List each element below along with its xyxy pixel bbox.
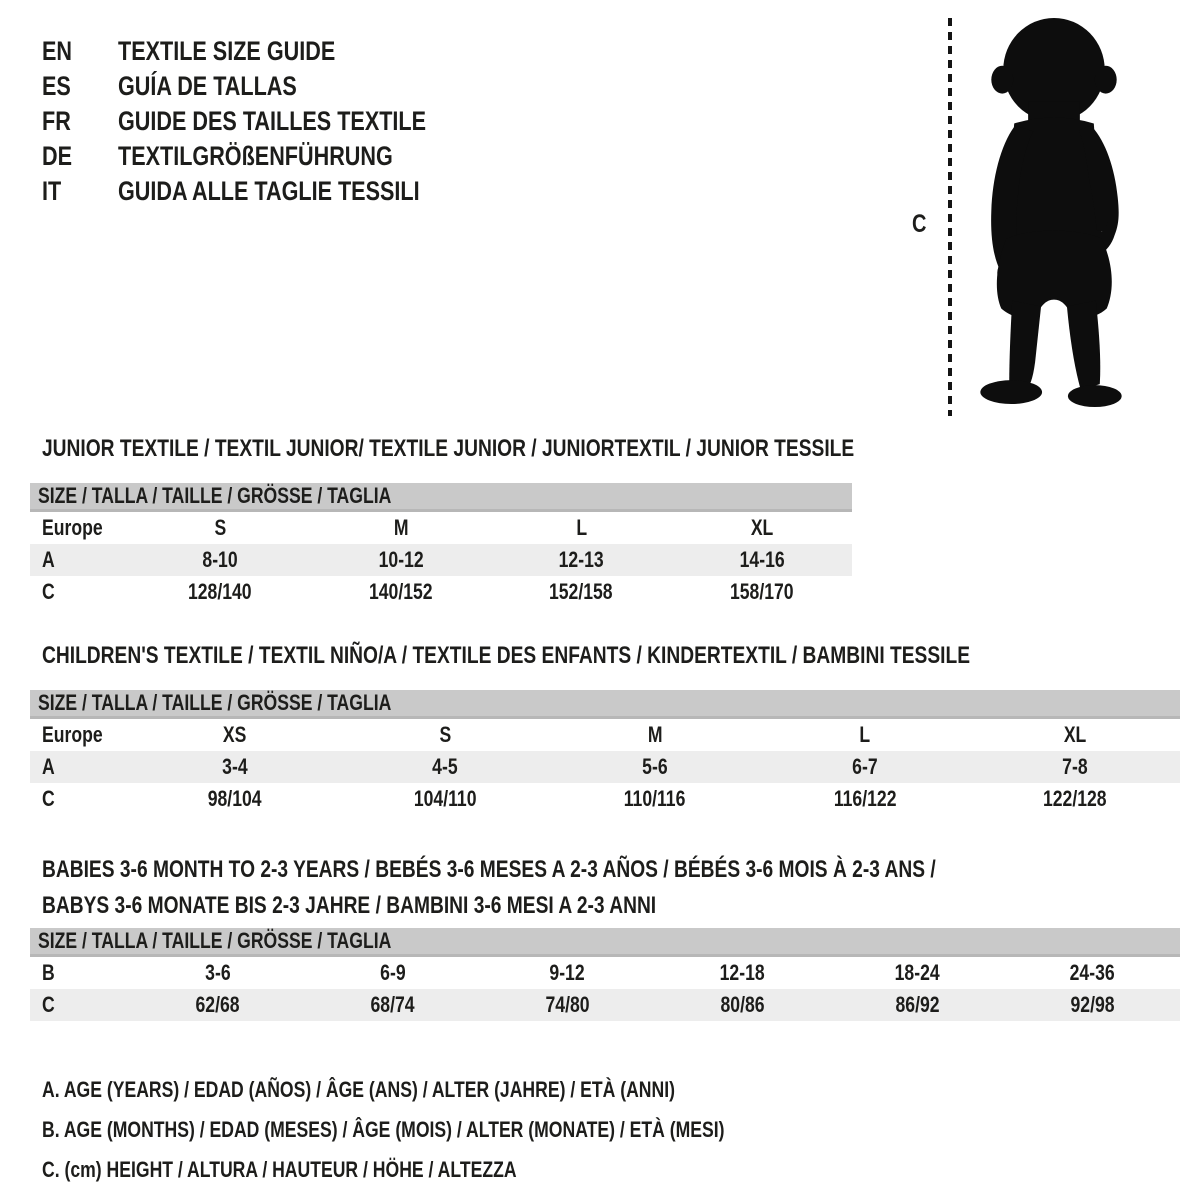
size-value-cell: L <box>859 722 871 747</box>
size-value-cell: 86/92 <box>895 992 940 1017</box>
legend-line-a: A. AGE (YEARS) / EDAD (AÑOS) / ÂGE (ANS) / ALTER (JAHRE) / ETÀ (ANNI) <box>42 1077 675 1102</box>
size-value-cell: 18-24 <box>894 960 941 985</box>
row-label-cell: C <box>42 579 55 604</box>
babies-size-table <box>30 928 1180 1021</box>
size-value-cell: 9-12 <box>549 960 586 985</box>
measure-label-c: C <box>912 210 927 238</box>
table-row-age-years <box>30 544 852 576</box>
row-label-cell: Europe <box>42 722 103 747</box>
language-row <box>42 104 503 139</box>
language-code: ES <box>42 71 71 101</box>
size-value-cell: 12-13 <box>558 547 604 572</box>
language-code: FR <box>42 106 71 136</box>
size-value-cell: 62/68 <box>195 992 240 1017</box>
legend-line-b: B. AGE (MONTHS) / EDAD (MESES) / ÂGE (MOIS) / ALTER (MONATE) / ETÀ (MESI) <box>42 1117 725 1142</box>
table-row-europe <box>30 719 1180 751</box>
size-value-cell: L <box>575 515 587 540</box>
size-value-cell: 10-12 <box>378 547 424 572</box>
size-value-cell: 7-8 <box>1062 754 1088 779</box>
language-row <box>42 139 503 174</box>
size-value-cell: 74/80 <box>545 992 590 1017</box>
junior-size-table <box>30 483 852 608</box>
size-value-cell: XS <box>223 722 247 747</box>
row-label-cell: A <box>42 547 55 572</box>
size-value-cell: M <box>647 722 663 747</box>
size-value-cell: XL <box>1063 722 1087 747</box>
language-code: IT <box>42 176 62 206</box>
table-row-height-cm <box>30 989 1180 1021</box>
size-value-cell: 128/140 <box>188 579 253 604</box>
size-value-cell: S <box>214 515 227 540</box>
size-value-cell: 140/152 <box>368 579 433 604</box>
table-row-height-cm <box>30 783 1180 815</box>
size-table-header: SIZE / TALLA / TAILLE / GRÖSSE / TAGLIA <box>30 483 852 512</box>
table-row-height-cm <box>30 576 852 608</box>
size-value-cell: S <box>439 722 451 747</box>
size-value-cell: XL <box>750 515 773 540</box>
size-value-cell: 158/170 <box>729 579 794 604</box>
children-size-table <box>30 690 1180 815</box>
size-table-header: SIZE / TALLA / TAILLE / GRÖSSE / TAGLIA <box>30 928 1180 957</box>
size-value-cell: 110/116 <box>624 786 686 811</box>
babies-section-title: BABIES 3-6 MONTH TO 2-3 YEARS / BEBÉS 3-6 MESES A 2-3 AÑOS / BÉBÉS 3-6 MOIS À 2-3 ANS / BABYS 3-6 MONATE BIS 2-3 JAHRE / BAMBINI 3-6 MESI A 2-3 ANNI <box>42 856 936 919</box>
size-value-cell: 80/86 <box>720 992 765 1017</box>
size-value-cell: 8-10 <box>202 547 238 572</box>
language-title-list <box>42 34 503 209</box>
size-value-cell: 3-6 <box>204 960 231 985</box>
size-value-cell: 98/104 <box>208 786 262 811</box>
toddler-silhouette-icon <box>966 16 1140 414</box>
row-label-cell: C <box>42 992 55 1017</box>
size-value-cell: 6-9 <box>379 960 406 985</box>
row-label-cell: A <box>42 754 55 779</box>
size-value-cell: 12-18 <box>719 960 766 985</box>
language-row <box>42 34 503 69</box>
language-row <box>42 69 503 104</box>
table-row-europe <box>30 512 852 544</box>
size-value-cell: 14-16 <box>739 547 785 572</box>
row-label-cell: B <box>42 960 55 985</box>
language-title: GUÍA DE TALLAS <box>118 71 297 101</box>
size-value-cell: 122/128 <box>1043 786 1107 811</box>
row-label-cell: Europe <box>42 515 103 540</box>
size-table-header: SIZE / TALLA / TAILLE / GRÖSSE / TAGLIA <box>30 690 1180 719</box>
language-code: DE <box>42 141 73 171</box>
size-value-cell: 92/98 <box>1070 992 1115 1017</box>
size-value-cell: 5-6 <box>642 754 668 779</box>
size-value-cell: 6-7 <box>852 754 878 779</box>
size-value-cell: 3-4 <box>222 754 248 779</box>
row-label-cell: C <box>42 786 55 811</box>
legend <box>42 1070 895 1190</box>
language-title: GUIDE DES TAILLES TEXTILE <box>118 106 427 136</box>
legend-line-c: C. (cm) HEIGHT / ALTURA / HAUTEUR / HÖHE / ALTEZZA <box>42 1157 517 1182</box>
language-row <box>42 174 503 209</box>
language-code: EN <box>42 36 73 66</box>
size-value-cell: 152/158 <box>549 579 614 604</box>
language-title: GUIDA ALLE TAGLIE TESSILI <box>118 176 420 206</box>
height-measure-dashed-line <box>948 18 952 416</box>
children-section-title: CHILDREN'S TEXTILE / TEXTIL NIÑO/A / TEXTILE DES ENFANTS / KINDERTEXTIL / BAMBINI TESSILE <box>42 642 971 669</box>
size-value-cell: 4-5 <box>432 754 458 779</box>
size-value-cell: M <box>393 515 409 540</box>
table-row-age-months <box>30 957 1180 989</box>
language-title: TEXTILE SIZE GUIDE <box>118 36 336 66</box>
size-value-cell: 68/74 <box>370 992 415 1017</box>
size-value-cell: 116/122 <box>833 786 897 811</box>
junior-section-title: JUNIOR TEXTILE / TEXTIL JUNIOR/ TEXTILE JUNIOR / JUNIORTEXTIL / JUNIOR TESSILE <box>42 435 855 462</box>
table-row-age-years <box>30 751 1180 783</box>
size-value-cell: 104/110 <box>413 786 477 811</box>
language-title: TEXTILGRÖßENFÜHRUNG <box>118 141 393 171</box>
size-value-cell: 24-36 <box>1069 960 1116 985</box>
